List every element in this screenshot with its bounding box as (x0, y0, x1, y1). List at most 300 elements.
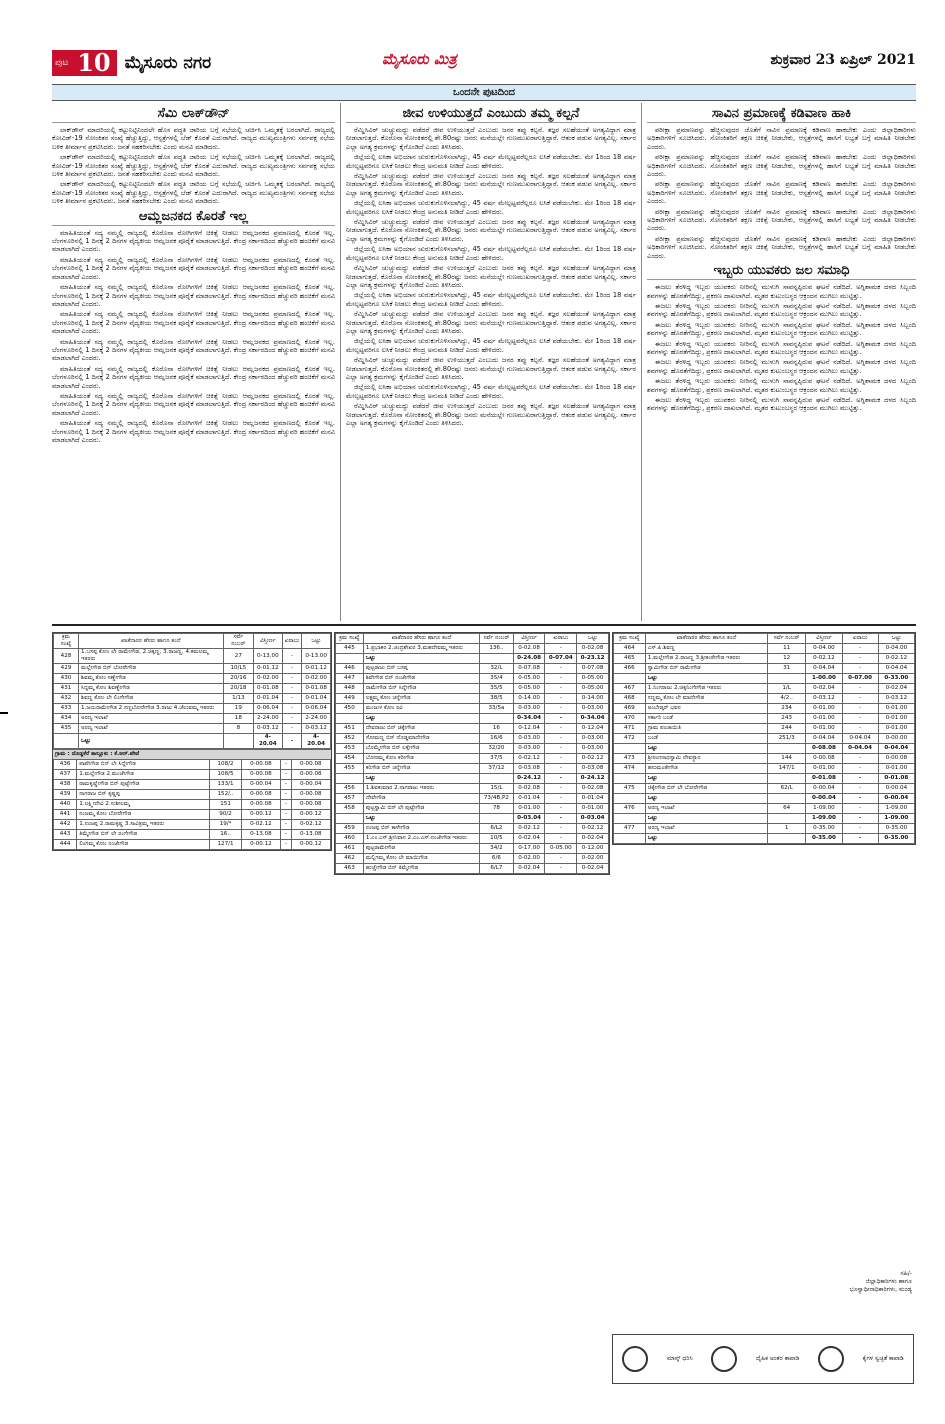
table-cell: ನಾಗರಾಜ ಬಿನ್ ಕೃಷ್ಣಪ್ಪ (77, 790, 210, 800)
table-cell: 0-00.04 (291, 780, 330, 790)
table-cell: - (842, 794, 878, 804)
table-cell (767, 814, 805, 824)
table-cell: - (842, 714, 878, 724)
table-cell: 243 (767, 714, 805, 724)
table-cell: 0-01.00 (577, 804, 609, 814)
table-cell: - (545, 834, 577, 844)
table-cell: 32/20 (480, 744, 514, 754)
table-cell: ಒಟ್ಟು (363, 654, 479, 664)
table-cell: ಬೋರಮ್ಮ ಕೋಂ ಕರೀಗೌಡ (363, 754, 479, 764)
table-cell: 453 (336, 744, 364, 754)
page-number-box (52, 50, 117, 76)
table-cell: 90/2 (210, 810, 241, 820)
article-paragraph: ಈಜಲು ತೆರಳಿದ್ದ ಇಬ್ಬರು ಯುವಕರು ನೀರಿನಲ್ಲಿ ಮುಳುಗಿ ಸಾವನ್ನಪ್ಪಿರುವ ಘಟನೆ ನಡೆದಿದೆ. ಅಗ್ನಿಶಾಮಕ ದಳದ ಸಿಬ್ಬಂದಿ ಶವಗಳನ್ನು ಹೊರತೆಗೆದಿದ್ದು, ಪ್ರಕರಣ ದಾಖಲಾಗಿದೆ. ಮೃತರ ಕುಟುಂಬಸ್ಥರ ಆಕ್ರಂದನ ಮುಗಿಲು ಮುಟ್ಟಿತ್ತು. (647, 377, 916, 394)
table-cell: 0-03.12 (253, 724, 282, 734)
article-paragraph: ಈಜಲು ತೆರಳಿದ್ದ ಇಬ್ಬರು ಯುವಕರು ನೀರಿನಲ್ಲಿ ಮುಳುಗಿ ಸಾವನ್ನಪ್ಪಿರುವ ಘಟನೆ ನಡೆದಿದೆ. ಅಗ್ನಿಶಾಮಕ ದಳದ ಸಿಬ್ಬಂದಿ ಶವಗಳನ್ನು ಹೊರತೆಗೆದಿದ್ದು, ಪ್ರಕರಣ ದಾಖಲಾಗಿದೆ. ಮೃತರ ಕುಟುಂಬಸ್ಥರ ಆಕ್ರಂದನ ಮುಗಿಲು ಮುಟ್ಟಿತ್ತು. (647, 283, 916, 300)
newspaper-logo: ಮೈಸೂರು ಮಿತ್ರ (382, 50, 457, 68)
table-cell: 0-00.08 (291, 800, 330, 810)
table-cell: 0-03.00 (577, 704, 609, 714)
table-cell: ಲಕ್ಷ್ಮಮ್ಮ ಕೋಂ ಚನ್ನೇಗೌಡ (363, 694, 479, 704)
table-cell: ಸರ್ಕಾರಿ ಬಂಡೆ (645, 714, 767, 724)
table-cell: ಸೋಮಣ್ಣ ಬಿನ್ ದೊಡ್ಡಮಾದೇಗೌಡ (363, 734, 479, 744)
table-cell: - (281, 830, 291, 840)
table-cell: 0-00.08 (806, 754, 842, 764)
table-cell: - (842, 684, 878, 694)
table-cell: 0-01.00 (878, 724, 914, 734)
table-cell: 1-09.00 (806, 804, 842, 814)
table-cell: 0-02.04 (577, 834, 609, 844)
table-cell: 1/L (767, 684, 805, 694)
table-cell: 0-06.04 (253, 704, 282, 714)
table-row (54, 760, 331, 770)
table-cell: 151 (210, 800, 241, 810)
table-cell: 461 (336, 844, 364, 854)
land-table-2 (334, 632, 610, 875)
headline-remdesivir: ಜೀವ ಉಳಿಯುತ್ತದೆ ಎಂಬುದು ತಮ್ಮ ಕಲ್ಪನೆ (346, 105, 636, 123)
table-cell: 0-02.08 (513, 784, 545, 794)
table-cell: 0-03.12 (878, 694, 914, 704)
table-row (614, 734, 915, 744)
table-cell: 0-02.04 (806, 684, 842, 694)
article-paragraph: ಲಾಕ್‌ಡೌನ್ ಮಾದರಿಯಲ್ಲಿ ಕಟ್ಟುನಿಟ್ಟಿನಿಂದಲೇ ಹೊಸ ಪದ್ಧತಿ ಜಾರಿಯ ಬಗ್ಗೆ ಸಭೆಯಲ್ಲಿ ಚರ್ಚಿಸಿ ಒಮ್ಮತಕ್ಕೆ ಬರಲಾಗಿದೆ. ರಾಜ್ಯದಲ್ಲಿ ಕೋವಿಡ್-19 ಸೋಂಕಿತರ ಸಂಖ್ಯೆ ಹೆಚ್ಚುತ್ತಿದ್ದು, ಆಸ್ಪತ್ರೆಗಳಲ್ಲಿ ಬೆಡ್ ಕೊರತೆ ಎದುರಾಗಿದೆ. ರಾಜ್ಯದ ಮುಖ್ಯಮಂತ್ರಿಗಳು ಸರ್ವಪಕ್ಷ ಸಭೆಯ ಬಳಿಕ ತೀರ್ಮಾನ ಪ್ರಕಟಿಸಿದರು. ಜನತೆ ಸಹಕರಿಸಬೇಕು ಎಂದು ಮನವಿ ಮಾಡಿದರು. (52, 126, 335, 151)
table-cell: - (545, 744, 577, 754)
table-cell: 27 (223, 649, 253, 664)
table-cell: 38/5 (480, 694, 514, 704)
table-cell: 1.ಪ್ರಭಾಕರ 2.ಚಂದ್ರಶೇಖರ 3.ಮಹದೇವಮ್ಮ ಇತರರು (363, 644, 479, 654)
table-cell: - (281, 760, 291, 770)
table-cell: 0-00.04 (806, 784, 842, 794)
table-cell: 0-01.00 (513, 804, 545, 814)
table-cell: 441 (54, 810, 77, 820)
table-row (614, 674, 915, 684)
table-cell: 0-00.12 (241, 840, 280, 850)
signature-line: ಭೂಸ್ವಾಧೀನಾಧಿಕಾರಿಗಳು, ಮಂಡ್ಯ (849, 1286, 912, 1293)
table-cell: ಗ್ರಾಮ ಪಂಚಾಯಿತಿ (645, 724, 767, 734)
table-cell: ಅರಣ್ಯ ಇಲಾಖೆ (645, 804, 767, 814)
table-row (336, 704, 609, 714)
article-paragraph: ರೆಮ್ಡಿಸಿವಿರ್ ಚುಚ್ಚುಮದ್ದು ಪಡೆದರೆ ಜೀವ ಉಳಿಯುತ್ತದೆ ಎಂಬುದು ಜನರ ತಪ್ಪು ಕಲ್ಪನೆ. ತಜ್ಞರ ಸಲಹೆಯಂತೆ ಅಗತ್ಯವಿದ್ದಾಗ ಮಾತ್ರ ನೀಡಲಾಗುತ್ತದೆ. ಕೊರೊನಾ ಸೋಂಕಿತರಲ್ಲಿ ಶೇ.80ರಷ್ಟು ಜನರು ಮನೆಯಲ್ಲೇ ಗುಣಮುಖರಾಗುತ್ತಿದ್ದಾರೆ. ಆತಂಕ ಪಡುವ ಅಗತ್ಯವಿಲ್ಲ. ಸರ್ಕಾರ ಎಲ್ಲಾ ಅಗತ್ಯ ಕ್ರಮಗಳನ್ನು ಕೈಗೊಂಡಿದೆ ಎಂದು ತಿಳಿಸಿದರು. (346, 356, 636, 381)
table-cell: 127/1 (210, 840, 241, 850)
table-cell: - (545, 764, 577, 774)
section-title: ಮೈಸೂರು ನಗರ (124, 53, 212, 73)
table-cell: 455 (336, 764, 364, 774)
distance-icon (711, 1346, 737, 1372)
table-cell: - (545, 724, 577, 734)
table-cell: - (545, 794, 577, 804)
table-cell: 0-02.00 (253, 674, 282, 684)
article-paragraph: ಮಾಹಿತಿಯಂತೆ ಸದ್ಯ ನಮ್ಮಲ್ಲಿ ರಾಜ್ಯದಲ್ಲಿ ಕೊರೊನಾ ರೋಗಿಗಳಿಗೆ ಚಿಕಿತ್ಸೆ ನೀಡಲು ಆಮ್ಲಜನಕದ ಪ್ರಮಾಣದಲ್ಲಿ ಕೊರತೆ ಇಲ್ಲ. ಬೆಂಗಳೂರಿನಲ್ಲಿ 1 ದಿನಕ್ಕೆ 2 ದಿನಗಳ ವೈದ್ಯಕೀಯ ಆಮ್ಲಜನಕ ಪೂರೈಕೆ ಮಾಡಲಾಗುತ್ತಿದೆ. ಕೇಂದ್ರ ಸರ್ಕಾರದಿಂದ ಹೆಚ್ಚುವರಿ ಹಂಚಿಕೆಗೆ ಮನವಿ ಮಾಡಲಾಗಿದೆ ಎಂದರು. (52, 391, 335, 417)
table-cell: 0-04.00 (878, 644, 914, 654)
table-cell: 0-02.08 (577, 644, 609, 654)
table-cell: 0-02.12 (513, 754, 545, 764)
headline-oxygen: ಆಮ್ಲಜನಕದ ಕೊರತೆ ಇಲ್ಲ (52, 208, 335, 226)
table-cell: ಒಟ್ಟು (645, 814, 767, 824)
table-cell: 447 (336, 674, 364, 684)
article-paragraph: ರೆಮ್ಡಿಸಿವಿರ್ ಚುಚ್ಚುಮದ್ದು ಪಡೆದರೆ ಜೀವ ಉಳಿಯುತ್ತದೆ ಎಂಬುದು ಜನರ ತಪ್ಪು ಕಲ್ಪನೆ. ತಜ್ಞರ ಸಲಹೆಯಂತೆ ಅಗತ್ಯವಿದ್ದಾಗ ಮಾತ್ರ ನೀಡಲಾಗುತ್ತದೆ. ಕೊರೊನಾ ಸೋಂಕಿತರಲ್ಲಿ ಶೇ.80ರಷ್ಟು ಜನರು ಮನೆಯಲ್ಲೇ ಗುಣಮುಖರಾಗುತ್ತಿದ್ದಾರೆ. ಆತಂಕ ಪಡುವ ಅಗತ್ಯವಿಲ್ಲ. ಸರ್ಕಾರ ಎಲ್ಲಾ ಅಗತ್ಯ ಕ್ರಮಗಳನ್ನು ಕೈಗೊಂಡಿದೆ ಎಂದು ತಿಳಿಸಿದರು. (346, 218, 636, 243)
table-cell: 0-34.04 (577, 714, 609, 724)
table-cell: 477 (614, 824, 646, 834)
table-cell: - (545, 854, 577, 864)
table-cell: 0-01.00 (878, 764, 914, 774)
table-cell: 0-02.04 (513, 864, 545, 874)
table-cell: 0-12.00 (577, 844, 609, 854)
col-header: ಖಾತೆದಾರರ ಹೆಸರು ಹಾಗೂ ತಂದೆ (363, 634, 479, 644)
table-cell: 0-04.04 (878, 664, 914, 674)
table-row (336, 674, 609, 684)
table-row (614, 704, 915, 714)
table-cell: 11 (767, 644, 805, 654)
notice-mask: ಮಾಸ್ಕ್ ಧರಿಸಿ (666, 1355, 693, 1362)
table-cell: 10/L5 (223, 664, 253, 674)
table-cell: ಒಟ್ಟು (363, 814, 479, 824)
table-cell: ರಾಮಕೃಷ್ಣೇಗೌಡ ಬಿನ್ ಪುಟ್ಟೇಗೌಡ (77, 780, 210, 790)
page-number: 10 (71, 50, 116, 76)
table-cell: 1/13 (223, 694, 253, 704)
table-cell: ಒಟ್ಟು (645, 794, 767, 804)
table-header-row (54, 634, 331, 649)
table-cell: 0-00.08 (291, 760, 330, 770)
table-cell: 457 (336, 794, 364, 804)
table-cell: 439 (54, 790, 77, 800)
table-row (336, 804, 609, 814)
table-cell: - (281, 780, 291, 790)
table-cell: 0-01.00 (806, 704, 842, 714)
table-cell: 0-01.04 (577, 794, 609, 804)
table-cell: 466 (614, 664, 646, 674)
table-cell: ಲಿಂಗಮ್ಮ ಕೋಂ ನಂಜೇಗೌಡ (77, 840, 210, 850)
table-cell: 0-02.12 (241, 820, 280, 830)
table-row (54, 664, 331, 674)
table-cell: 0-07.04 (545, 654, 577, 664)
table-cell: - (842, 704, 878, 714)
table-cell (767, 674, 805, 684)
table-cell: 136.. (480, 644, 514, 654)
article-paragraph: ಲಾಕ್‌ಡೌನ್ ಮಾದರಿಯಲ್ಲಿ ಕಟ್ಟುನಿಟ್ಟಿನಿಂದಲೇ ಹೊಸ ಪದ್ಧತಿ ಜಾರಿಯ ಬಗ್ಗೆ ಸಭೆಯಲ್ಲಿ ಚರ್ಚಿಸಿ ಒಮ್ಮತಕ್ಕೆ ಬರಲಾಗಿದೆ. ರಾಜ್ಯದಲ್ಲಿ ಕೋವಿಡ್-19 ಸೋಂಕಿತರ ಸಂಖ್ಯೆ ಹೆಚ್ಚುತ್ತಿದ್ದು, ಆಸ್ಪತ್ರೆಗಳಲ್ಲಿ ಬೆಡ್ ಕೊರತೆ ಎದುರಾಗಿದೆ. ರಾಜ್ಯದ ಮುಖ್ಯಮಂತ್ರಿಗಳು ಸರ್ವಪಕ್ಷ ಸಭೆಯ ಬಳಿಕ ತೀರ್ಮಾನ ಪ್ರಕಟಿಸಿದರು. ಜನತೆ ಸಹಕರಿಸಬೇಕು ಎಂದು ಮನವಿ ಮಾಡಿದರು. (52, 180, 335, 206)
table-cell: 0-01.00 (806, 714, 842, 724)
table-row (336, 854, 609, 864)
signature-block (612, 1270, 912, 1330)
article-paragraph: ಪರೀಕ್ಷಾ ಪ್ರಮಾಣವನ್ನು ಹೆಚ್ಚಿಸುವುದರ ಜೊತೆಗೆ ಸಾವಿನ ಪ್ರಮಾಣಕ್ಕೆ ಕಡಿವಾಣ ಹಾಕಬೇಕು ಎಂದು ಜಿಲ್ಲಾಧಿಕಾರಿಗಳು ಅಧಿಕಾರಿಗಳಿಗೆ ಸೂಚಿಸಿದರು. ಸೋಂಕಿತರಿಗೆ ತಕ್ಷಣ ಚಿಕಿತ್ಸೆ ನೀಡಬೇಕು, ಆಸ್ಪತ್ರೆಗಳಲ್ಲಿ ಹಾಸಿಗೆ ಲಭ್ಯತೆ ಬಗ್ಗೆ ಮಾಹಿತಿ ನೀಡಬೇಕು ಎಂದರು. (647, 180, 916, 206)
table-cell: 0-04.00 (806, 644, 842, 654)
headline-death-rate: ಸಾವಿನ ಪ್ರಮಾಣಕ್ಕೆ ಕಡಿವಾಣ ಹಾಕಿ (647, 105, 916, 123)
table-cell: 144 (767, 754, 805, 764)
table-row (336, 724, 609, 734)
table-cell: - (281, 800, 291, 810)
table-cell: 473 (614, 754, 646, 764)
table-row (614, 814, 915, 824)
table-cell: 0-05.00 (513, 684, 545, 694)
table-row (336, 684, 609, 694)
table-cell: 6/L7 (480, 864, 514, 874)
table-row (336, 774, 609, 784)
table-cell: 0-00.04 (241, 780, 280, 790)
table-cell: 0-04.04 (842, 744, 878, 754)
table-row (614, 714, 915, 724)
table-cell: 433 (54, 704, 79, 714)
table-cell: 34/2 (480, 844, 514, 854)
table-cell: 442 (54, 820, 77, 830)
col-header: ಖಾತೆದಾರರ ಹೆಸರು ಹಾಗೂ ತಂದೆ (645, 634, 767, 644)
table-row (614, 684, 915, 694)
table-cell: 0-07.08 (577, 664, 609, 674)
article-column-1 (52, 103, 335, 621)
table-cell: 0-07.08 (513, 664, 545, 674)
table-cell: ಪುಟ್ಟಸ್ವಾಮಿ ಬಿನ್ ಲೇ ಪುಟ್ಟೇಗೌಡ (363, 804, 479, 814)
table-cell: ದೇವರಾಜು ಬಿನ್ ಚಿಕ್ಕೇಗೌಡ (363, 724, 479, 734)
mask-icon (622, 1346, 648, 1372)
table-cell: 15/L (480, 784, 514, 794)
masthead (52, 50, 916, 76)
table-cell: ಬೊಮ್ಮೇಗೌಡ ಬಿನ್ ಲಕ್ಕೇಗೌಡ (363, 744, 479, 754)
table-cell: 0-04.04 (806, 664, 842, 674)
col-header: ಒಟ್ಟು (878, 634, 914, 644)
table-cell: 10/5 (480, 834, 514, 844)
table-cell: 445 (336, 644, 364, 654)
table-cell: 4-20.04 (302, 734, 331, 749)
table-cell: 64 (767, 804, 805, 814)
table-cell: 0-02.04 (878, 684, 914, 694)
table-cell: 0-03.08 (577, 764, 609, 774)
table-cell: 0-35.00 (878, 834, 914, 844)
article-paragraph: ಮಾಹಿತಿಯಂತೆ ಸದ್ಯ ನಮ್ಮಲ್ಲಿ ರಾಜ್ಯದಲ್ಲಿ ಕೊರೊನಾ ರೋಗಿಗಳಿಗೆ ಚಿಕಿತ್ಸೆ ನೀಡಲು ಆಮ್ಲಜನಕದ ಪ್ರಮಾಣದಲ್ಲಿ ಕೊರತೆ ಇಲ್ಲ. ಬೆಂಗಳೂರಿನಲ್ಲಿ 1 ದಿನಕ್ಕೆ 2 ದಿನಗಳ ವೈದ್ಯಕೀಯ ಆಮ್ಲಜನಕ ಪೂರೈಕೆ ಮಾಡಲಾಗುತ್ತಿದೆ. ಕೇಂದ್ರ ಸರ್ಕಾರದಿಂದ ಹೆಚ್ಚುವರಿ ಹಂಚಿಕೆಗೆ ಮನವಿ ಮಾಡಲಾಗಿದೆ ಎಂದರು. (52, 255, 335, 281)
table-cell: 459 (336, 824, 364, 834)
table-cell: - (545, 664, 577, 674)
table-cell: 0-35.00 (806, 834, 842, 844)
col-header: ಖರಾಬು (842, 634, 878, 644)
table-cell: 0-24.12 (577, 774, 609, 784)
table-cell (767, 834, 805, 844)
table-cell: 0-00.04 (806, 794, 842, 804)
table-cell: 16.. (210, 830, 241, 840)
table-cell: 0-13.00 (253, 649, 282, 664)
table-cell: 436 (54, 760, 77, 770)
table-row (336, 654, 609, 664)
table-row (336, 754, 609, 764)
notice-distance: ದೈಹಿಕ ಅಂತರ ಕಾಪಾಡಿ (755, 1355, 800, 1362)
table-row (54, 674, 331, 684)
table-cell: 0-01.12 (302, 664, 331, 674)
table-cell: 0-00.04 (878, 784, 914, 794)
table-cell: 0-02.12 (577, 754, 609, 764)
col-header: ವಿಸ್ತೀರ್ಣ (253, 634, 282, 649)
article-paragraph: ರೆಮ್ಡಿಸಿವಿರ್ ಚುಚ್ಚುಮದ್ದು ಪಡೆದರೆ ಜೀವ ಉಳಿಯುತ್ತದೆ ಎಂಬುದು ಜನರ ತಪ್ಪು ಕಲ್ಪನೆ. ತಜ್ಞರ ಸಲಹೆಯಂತೆ ಅಗತ್ಯವಿದ್ದಾಗ ಮಾತ್ರ ನೀಡಲಾಗುತ್ತದೆ. ಕೊರೊನಾ ಸೋಂಕಿತರಲ್ಲಿ ಶೇ.80ರಷ್ಟು ಜನರು ಮನೆಯಲ್ಲೇ ಗುಣಮುಖರಾಗುತ್ತಿದ್ದಾರೆ. ಆತಂಕ ಪಡುವ ಅಗತ್ಯವಿಲ್ಲ. ಸರ್ಕಾರ ಎಲ್ಲಾ ಅಗತ್ಯ ಕ್ರಮಗಳನ್ನು ಕೈಗೊಂಡಿದೆ ಎಂದು ತಿಳಿಸಿದರು. (346, 310, 636, 335)
table-cell: 475 (614, 784, 646, 794)
table-row (336, 764, 609, 774)
table-cell: - (842, 764, 878, 774)
table-cell: 37/12 (480, 764, 514, 774)
table-cell: ಎಸ್.ಪಿ.ಶಿವಣ್ಣ (645, 644, 767, 654)
table-row (614, 834, 915, 844)
table-cell: 0-01.04 (513, 794, 545, 804)
table-cell: 448 (336, 684, 364, 694)
table-cell: - (842, 694, 878, 704)
table-cell: 0-00.08 (241, 770, 280, 780)
table-cell: 0-02.00 (577, 854, 609, 864)
table-cell: 1 (767, 824, 805, 834)
table-cell: - (545, 804, 577, 814)
continued-band: ಒಂದನೇ ಪುಟದಿಂದ (52, 84, 916, 101)
table-cell: - (282, 724, 302, 734)
table-cell: 456 (336, 784, 364, 794)
table-cell: 0-04.04 (806, 734, 842, 744)
article-paragraph: ಮಾಹಿತಿಯಂತೆ ಸದ್ಯ ನಮ್ಮಲ್ಲಿ ರಾಜ್ಯದಲ್ಲಿ ಕೊರೊನಾ ರೋಗಿಗಳಿಗೆ ಚಿಕಿತ್ಸೆ ನೀಡಲು ಆಮ್ಲಜನಕದ ಪ್ರಮಾಣದಲ್ಲಿ ಕೊರತೆ ಇಲ್ಲ. ಬೆಂಗಳೂರಿನಲ್ಲಿ 1 ದಿನಕ್ಕೆ 2 ದಿನಗಳ ವೈದ್ಯಕೀಯ ಆಮ್ಲಜನಕ ಪೂರೈಕೆ ಮಾಡಲಾಗುತ್ತಿದೆ. ಕೇಂದ್ರ ಸರ್ಕಾರದಿಂದ ಹೆಚ್ಚುವರಿ ಹಂಚಿಕೆಗೆ ಮನವಿ ಮಾಡಲಾಗಿದೆ ಎಂದರು. (52, 419, 335, 444)
table-cell: 0-04.04 (878, 744, 914, 754)
table-cell (767, 744, 805, 754)
table-row (336, 744, 609, 754)
table-cell: ಬಂಡೆ (645, 734, 767, 744)
table-cell: 1.ಮಲ್ಲೇಗೌಡ 2.ಮಂಜೇಗೌಡ (77, 770, 210, 780)
table-cell: ಚಿಕ್ಕೇಗೌಡ ಬಿನ್ ಲೇ ಬೋರೇಗೌಡ (645, 784, 767, 794)
table-cell: - (281, 790, 291, 800)
table-cell: 438 (54, 780, 77, 790)
table-cell: 0-02.00 (302, 674, 331, 684)
table-row (614, 824, 915, 834)
table-row (336, 644, 609, 654)
table-cell: 2-24.00 (253, 714, 282, 724)
land-table-3 (612, 632, 916, 845)
table-cell: 0-02.12 (291, 820, 330, 830)
col-header: ಖಾತೆದಾರರ ಹೆಸರು ಹಾಗೂ ತಂದೆ (79, 634, 224, 649)
table-cell: 0-02.04 (513, 834, 545, 844)
table-cell: 0-03.00 (513, 704, 545, 714)
table-cell (336, 814, 364, 824)
table-cell (614, 774, 646, 784)
table-cell: 0-03.00 (577, 744, 609, 754)
table-cell: ಹುಚ್ಚೇಗೌಡ ಬಿನ್ ತಿಮ್ಮೇಗೌಡ (363, 864, 479, 874)
table-cell: 0-02.12 (878, 654, 914, 664)
headline-semi-lockdown: ಸೆಮಿ ಲಾಕ್‌ಡೌನ್ (52, 105, 335, 123)
table-cell: 0-06.04 (302, 704, 331, 714)
table-cell: - (545, 704, 577, 714)
table-cell (614, 814, 646, 824)
table-row (54, 704, 331, 714)
table-cell: 0-00.08 (291, 770, 330, 780)
signature-line: ಸಹಿ/- (900, 1270, 912, 1277)
table-cell: 468 (614, 694, 646, 704)
table-row (614, 664, 915, 674)
article-paragraph: ರೆಮ್ಡಿಸಿವಿರ್ ಚುಚ್ಚುಮದ್ದು ಪಡೆದರೆ ಜೀವ ಉಳಿಯುತ್ತದೆ ಎಂಬುದು ಜನರ ತಪ್ಪು ಕಲ್ಪನೆ. ತಜ್ಞರ ಸಲಹೆಯಂತೆ ಅಗತ್ಯವಿದ್ದಾಗ ಮಾತ್ರ ನೀಡಲಾಗುತ್ತದೆ. ಕೊರೊನಾ ಸೋಂಕಿತರಲ್ಲಿ ಶೇ.80ರಷ್ಟು ಜನರು ಮನೆಯಲ್ಲೇ ಗುಣಮುಖರಾಗುತ್ತಿದ್ದಾರೆ. ಆತಂಕ ಪಡುವ ಅಗತ್ಯವಿಲ್ಲ. ಸರ್ಕಾರ ಎಲ್ಲಾ ಅಗತ್ಯ ಕ್ರಮಗಳನ್ನು ಕೈಗೊಂಡಿದೆ ಎಂದು ತಿಳಿಸಿದರು. (346, 402, 636, 427)
table-cell: 0-02.12 (806, 654, 842, 664)
table-cell: - (842, 834, 878, 844)
table-cell: 0-00.08 (241, 760, 280, 770)
table-cell: 0-03.00 (513, 734, 545, 744)
table-cell (336, 654, 364, 664)
notice-handwash: ಕೈಗಳ ಸ್ವಚ್ಛತೆ ಕಾಪಾಡಿ (862, 1355, 904, 1362)
table-cell: - (545, 784, 577, 794)
table-cell: 1-00.00 (806, 674, 842, 684)
table-cell (767, 774, 805, 784)
table-cell: ಅರಣ್ಯ ಇಲಾಖೆ (79, 724, 224, 734)
table-cell: 0-03.12 (302, 724, 331, 734)
table-cell: 471 (614, 724, 646, 734)
table-cell: 2-24.00 (302, 714, 331, 724)
section-divider (52, 624, 916, 626)
table-cell: 0-35.00 (878, 824, 914, 834)
table-cell: 0-02.08 (513, 644, 545, 654)
table-cell (614, 794, 646, 804)
table-row (336, 864, 609, 874)
table-cell: 434 (54, 714, 79, 724)
table-cell: 1-09.00 (878, 814, 914, 824)
article-paragraph: ಮಾಹಿತಿಯಂತೆ ಸದ್ಯ ನಮ್ಮಲ್ಲಿ ರಾಜ್ಯದಲ್ಲಿ ಕೊರೊನಾ ರೋಗಿಗಳಿಗೆ ಚಿಕಿತ್ಸೆ ನೀಡಲು ಆಮ್ಲಜನಕದ ಪ್ರಮಾಣದಲ್ಲಿ ಕೊರತೆ ಇಲ್ಲ. ಬೆಂಗಳೂರಿನಲ್ಲಿ 1 ದಿನಕ್ಕೆ 2 ದಿನಗಳ ವೈದ್ಯಕೀಯ ಆಮ್ಲಜನಕ ಪೂರೈಕೆ ಮಾಡಲಾಗುತ್ತಿದೆ. ಕೇಂದ್ರ ಸರ್ಕಾರದಿಂದ ಹೆಚ್ಚುವರಿ ಹಂಚಿಕೆಗೆ ಮನವಿ ಮಾಡಲಾಗಿದೆ ಎಂದರು. (52, 310, 335, 336)
table-cell: 251/3 (767, 734, 805, 744)
table-cell: ಒಟ್ಟು (363, 714, 479, 724)
table-cell: 458 (336, 804, 364, 814)
article-paragraph: ಪರೀಕ್ಷಾ ಪ್ರಮಾಣವನ್ನು ಹೆಚ್ಚಿಸುವುದರ ಜೊತೆಗೆ ಸಾವಿನ ಪ್ರಮಾಣಕ್ಕೆ ಕಡಿವಾಣ ಹಾಕಬೇಕು ಎಂದು ಜಿಲ್ಲಾಧಿಕಾರಿಗಳು ಅಧಿಕಾರಿಗಳಿಗೆ ಸೂಚಿಸಿದರು. ಸೋಂಕಿತರಿಗೆ ತಕ್ಷಣ ಚಿಕಿತ್ಸೆ ನೀಡಬೇಕು, ಆಸ್ಪತ್ರೆಗಳಲ್ಲಿ ಹಾಸಿಗೆ ಲಭ್ಯತೆ ಬಗ್ಗೆ ಮಾಹಿತಿ ನೀಡಬೇಕು ಎಂದರು. (647, 126, 916, 151)
table-cell: 440 (54, 800, 77, 810)
table-row (614, 644, 915, 654)
article-paragraph: ಜಿಲ್ಲೆಯಲ್ಲಿ ಲಸಿಕಾ ಅಭಿಯಾನ ಚುರುಕುಗೊಳಿಸಲಾಗಿದ್ದು, 45 ವರ್ಷ ಮೇಲ್ಪಟ್ಟವರೆಲ್ಲರೂ ಲಸಿಕೆ ಪಡೆಯಬೇಕು. ಮೇ 1ರಿಂದ 18 ವರ್ಷ ಮೇಲ್ಪಟ್ಟವರಿಗೂ ಲಸಿಕೆ ನೀಡಲು ಕೇಂದ್ರ ಅನುಮತಿ ನೀಡಿದೆ ಎಂದು ಹೇಳಿದರು. (346, 291, 636, 308)
table-cell: 0-01.00 (806, 764, 842, 774)
table-row (54, 649, 331, 664)
table-cell: 152/.. (210, 790, 241, 800)
table-header-row (614, 634, 915, 644)
table-cell: 8 (223, 724, 253, 734)
table-cell: - (842, 754, 878, 764)
table-cell: 435 (54, 724, 79, 734)
table-cell: 4-20.04 (253, 734, 282, 749)
table-cell (614, 834, 646, 844)
table-cell: - (282, 674, 302, 684)
table-cell: ಕರಿಗೌಡ ಬಿನ್ ಚನ್ನೇಗೌಡ (363, 764, 479, 774)
table-cell: 18 (223, 714, 253, 724)
table-cell: 431 (54, 684, 79, 694)
table-cell: 467 (614, 684, 646, 694)
table-cell: 0-34.04 (513, 714, 545, 724)
article-column-3 (647, 103, 916, 621)
table-row (336, 794, 609, 804)
table-cell: - (545, 684, 577, 694)
table-cell: 0-00.08 (878, 754, 914, 764)
table-cell: 470 (614, 714, 646, 724)
col-header: ಸರ್ವೆ ನಂಬರ್ (223, 634, 253, 649)
article-column-2 (346, 103, 636, 621)
table-cell: 0-00.08 (241, 800, 280, 810)
table-row (614, 804, 915, 814)
table-cell: ಪುಟ್ಟರಾಮೇಗೌಡ (363, 844, 479, 854)
table-cell: - (282, 684, 302, 694)
margin-mark (0, 712, 8, 714)
table-row (336, 834, 609, 844)
article-paragraph: ಜಿಲ್ಲೆಯಲ್ಲಿ ಲಸಿಕಾ ಅಭಿಯಾನ ಚುರುಕುಗೊಳಿಸಲಾಗಿದ್ದು, 45 ವರ್ಷ ಮೇಲ್ಪಟ್ಟವರೆಲ್ಲರೂ ಲಸಿಕೆ ಪಡೆಯಬೇಕು. ಮೇ 1ರಿಂದ 18 ವರ್ಷ ಮೇಲ್ಪಟ್ಟವರಿಗೂ ಲಸಿಕೆ ನೀಡಲು ಕೇಂದ್ರ ಅನುಮತಿ ನೀಡಿದೆ ಎಂದು ಹೇಳಿದರು. (346, 383, 636, 400)
table-cell: 0-04.04 (842, 734, 878, 744)
handwash-icon (818, 1346, 844, 1372)
table-cell: - (282, 649, 302, 664)
table-cell: 0-03.00 (513, 744, 545, 754)
table-cell: 1.ಮಲ್ಲೇಗೌಡ 2.ರಾಜಣ್ಣ 3.ಶ್ರೀಕಂಠೇಗೌಡ ಇತರರು (645, 654, 767, 664)
table-cell (614, 744, 646, 754)
table-cell: 437 (54, 770, 77, 780)
table-cell: - (282, 704, 302, 714)
table-cell: 1-09.00 (878, 804, 914, 814)
table-cell: 449 (336, 694, 364, 704)
table-cell: 450 (336, 704, 364, 714)
article-paragraph: ಪರೀಕ್ಷಾ ಪ್ರಮಾಣವನ್ನು ಹೆಚ್ಚಿಸುವುದರ ಜೊತೆಗೆ ಸಾವಿನ ಪ್ರಮಾಣಕ್ಕೆ ಕಡಿವಾಣ ಹಾಕಬೇಕು ಎಂದು ಜಿಲ್ಲಾಧಿಕಾರಿಗಳು ಅಧಿಕಾರಿಗಳಿಗೆ ಸೂಚಿಸಿದರು. ಸೋಂಕಿತರಿಗೆ ತಕ್ಷಣ ಚಿಕಿತ್ಸೆ ನೀಡಬೇಕು, ಆಸ್ಪತ್ರೆಗಳಲ್ಲಿ ಹಾಸಿಗೆ ಲಭ್ಯತೆ ಬಗ್ಗೆ ಮಾಹಿತಿ ನೀಡಬೇಕು ಎಂದರು. (647, 234, 916, 260)
table-row (54, 790, 331, 800)
table-row (54, 724, 331, 734)
table-cell: 0-17.00 (513, 844, 545, 854)
table-cell: 446 (336, 664, 364, 674)
table-cell: 0-00.00 (878, 734, 914, 744)
table-cell: 0-05.00 (577, 674, 609, 684)
table-cell: - (281, 770, 291, 780)
table-cell: - (842, 654, 878, 664)
table-cell (336, 714, 364, 724)
table-cell: 0-23.12 (577, 654, 609, 664)
table-cell: ಮಲ್ಲೇಗೌಡ ಬಿನ್ ಬೋರೇಗೌಡ (79, 664, 224, 674)
table-cell: 0-00.08 (241, 790, 280, 800)
table-row (614, 784, 915, 794)
